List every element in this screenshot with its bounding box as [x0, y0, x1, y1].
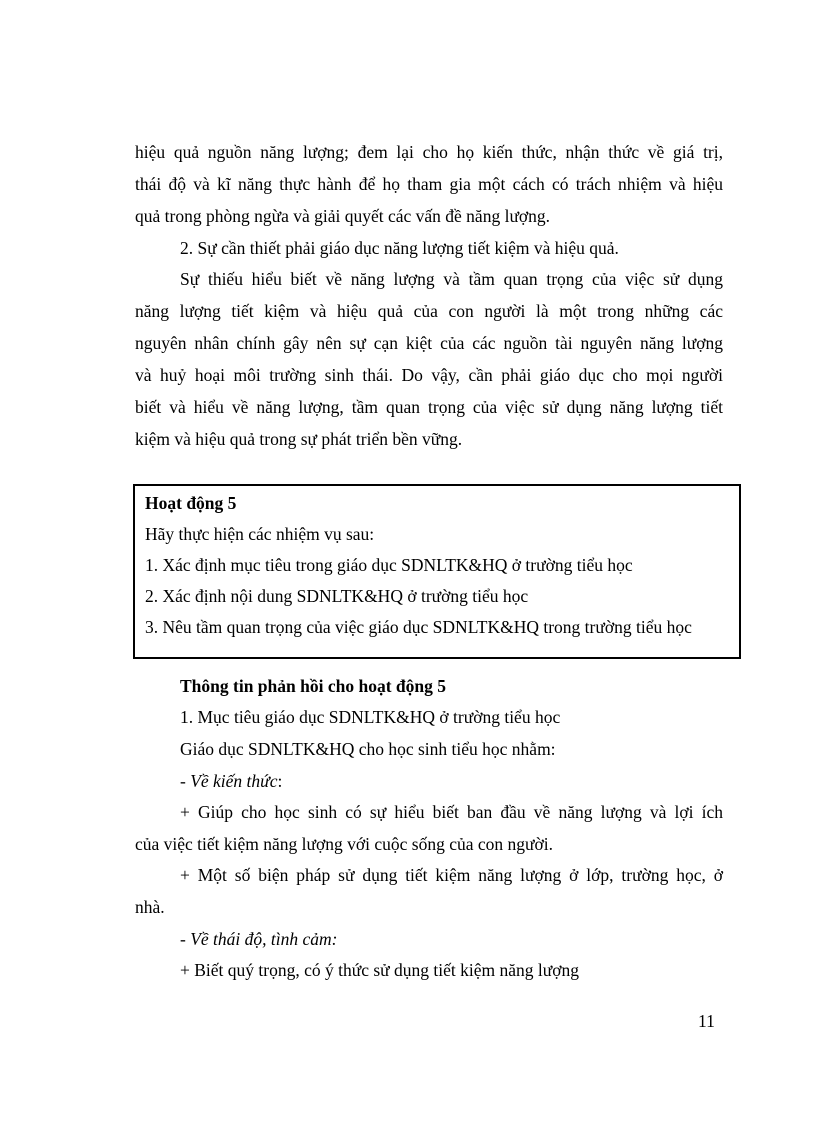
- intro-line-1: hiệu quả nguồn năng lượng; đem lại cho họ kiến thức, nhận thức về giá trị,: [135, 142, 723, 162]
- knowledge-label: - Về kiến thức: [180, 771, 278, 791]
- section2-line-6: kiệm và hiệu quả trong sự phát triển bền vững.: [135, 429, 463, 449]
- activity-item-3: 3. Nêu tầm quan trọng của việc giáo dục SDNLTK&HQ trong trường tiểu học: [145, 617, 692, 637]
- attitude-item-1: + Biết quý trọng, có ý thức sử dụng tiết kiệm năng lượng: [180, 960, 579, 980]
- section2-line-3: nguyên nhân chính gây nên sự cạn kiệt của các nguồn tài nguyên năng lượng: [135, 333, 723, 353]
- activity-intro: Hãy thực hiện các nhiệm vụ sau:: [145, 524, 375, 544]
- activity-title: Hoạt động 5: [145, 493, 237, 513]
- feedback-heading: Thông tin phản hồi cho hoạt động 5: [180, 676, 447, 696]
- feedback-subheading: 1. Mục tiêu giáo dục SDNLTK&HQ ở trường tiểu học: [180, 707, 561, 727]
- intro-line-3: quả trong phòng ngừa và giải quyết các vấn đề năng lượng.: [135, 206, 551, 226]
- knowledge-heading: [180, 770, 282, 792]
- activity-item-1: 1. Xác định mục tiêu trong giáo dục SDNLTK&HQ ở trường tiểu học: [145, 555, 633, 575]
- page-number: 11: [698, 1011, 715, 1031]
- activity-item-2: 2. Xác định nội dung SDNLTK&HQ ở trường tiểu học: [145, 586, 529, 606]
- section2-heading: 2. Sự cần thiết phải giáo dục năng lượng tiết kiệm và hiệu quả.: [180, 238, 619, 258]
- activity-box: [133, 484, 741, 659]
- knowledge-item2-line-1: + Một số biện pháp sử dụng tiết kiệm năng lượng ở lớp, trường học, ở: [180, 865, 723, 885]
- section2-line-2: năng lượng tiết kiệm và hiệu quả của con người là một trong những các: [135, 301, 723, 321]
- knowledge-item2-line-2: nhà.: [135, 897, 165, 917]
- feedback-intro: Giáo dục SDNLTK&HQ cho học sinh tiểu học nhằm:: [180, 739, 556, 759]
- section2-line-1: Sự thiếu hiểu biết về năng lượng và tầm quan trọng của việc sử dụng: [180, 269, 723, 289]
- section2-line-4: và huỷ hoại môi trường sinh thái. Do vậy, cần phải giáo dục cho mọi người: [135, 365, 723, 385]
- knowledge-colon: :: [277, 771, 283, 791]
- knowledge-item1-line-2: của việc tiết kiệm năng lượng với cuộc sống của con người.: [135, 834, 554, 854]
- knowledge-item1-line-1: + Giúp cho học sinh có sự hiểu biết ban đầu về năng lượng và lợi ích: [180, 802, 723, 822]
- section2-line-5: biết và hiểu về năng lượng, tầm quan trọng của việc sử dụng năng lượng tiết: [135, 397, 723, 417]
- intro-line-2: thái độ và kĩ năng thực hành để họ tham gia một cách có trách nhiệm và hiệu: [135, 174, 723, 194]
- attitude-heading: - Về thái độ, tình cảm:: [180, 929, 338, 949]
